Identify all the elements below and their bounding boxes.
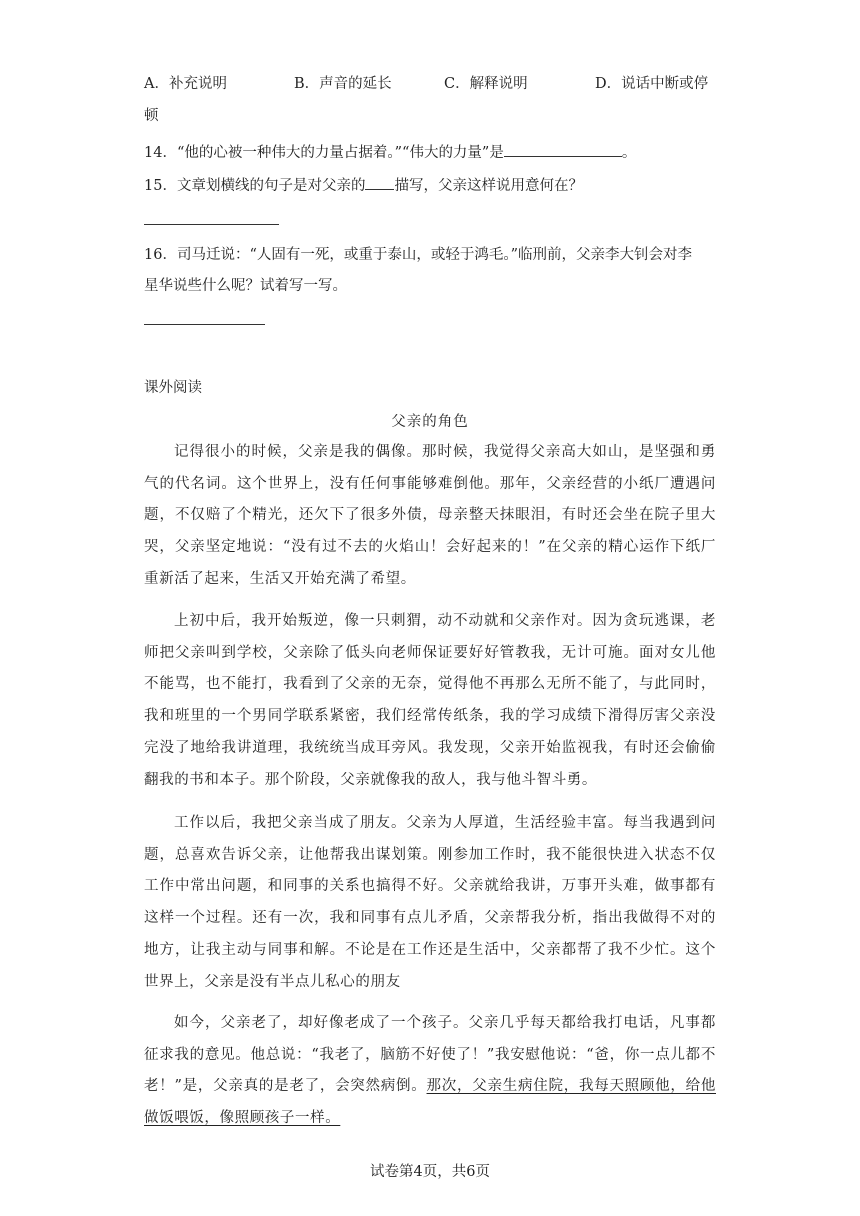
section-label: 课外阅读	[144, 380, 202, 396]
paragraph-4-text: 如今，父亲老了，却好像老成了一个孩子。父亲几乎每天都给我打电话，凡事都征求我的意见。他总说：“我老了，脑筋不好使了！”我安慰他说：“爸，你一点儿都不老！”是，父亲真的是老了，会突然病倒。	[144, 1015, 716, 1095]
question-14-text: 14．“他的心被一种伟大的力量占据着。”“伟大的力量”是	[144, 145, 504, 161]
option-d: D．说话中断或停	[595, 76, 709, 92]
option-b: B．声音的延长	[294, 76, 392, 92]
article-paragraph-4	[144, 1008, 716, 1135]
underlined-sentence: 那次，父亲生病住院，我每天照顾他，给他做饭喂饭，像照顾孩子一样。	[144, 1078, 716, 1127]
article-title: 父亲的角色	[391, 414, 469, 430]
question-14-end: 。	[621, 145, 637, 161]
option-d-wrap: 顿	[144, 108, 159, 124]
answer-blank-14[interactable]	[504, 142, 622, 157]
answer-blank-15a[interactable]	[365, 175, 394, 190]
article-paragraph-1: 记得很小的时候，父亲是我的偶像。那时候，我觉得父亲高大如山，是坚强和勇气的代名词。这个世界上，没有任何事能够难倒他。那年，父亲经营的小纸厂遭遇问题，不仅赔了个精光，还欠下了很多外债，母亲整天抹眼泪，有时还会坐在院子里大哭，父亲坚定地说：“没有过不去的火焰山！会好起来的！”在父亲的精心运作下纸厂重新活了起来，生活又开始充满了希望。	[144, 444, 716, 587]
question-15	[144, 174, 583, 195]
page-footer: 试卷第4页，共6页	[370, 1164, 490, 1180]
answer-line-16[interactable]	[144, 324, 265, 325]
question-15-text-a: 15．文章划横线的句子是对父亲的	[144, 178, 366, 194]
option-c: C．解释说明	[444, 76, 528, 92]
article-paragraph-2: 上初中后，我开始叛逆，像一只刺猬，动不动就和父亲作对。因为贪玩逃课，老师把父亲叫到学校，父亲除了低头向老师保证要好好管教我，无计可施。面对女儿他不能骂，也不能打，我看到了父亲的无奈，觉得他不再那么无所不能了，与此同时，我和班里的一个男同学联系紧密，我们经常传纸条，我的学习成绩下滑得厉害父亲没完没了地给我讲道理，我统统当成耳旁风。我发现，父亲开始监视我，有时还会偷偷翻我的书和本子。那个阶段，父亲就像我的敌人，我与他斗智斗勇。	[144, 613, 716, 788]
option-a: A．补充说明	[144, 76, 227, 92]
answer-line-15[interactable]	[144, 224, 279, 225]
question-15-text-b: 描写，父亲这样说用意何在？	[394, 178, 583, 194]
article-paragraph-3: 工作以后，我把父亲当成了朋友。父亲为人厚道，生活经验丰富。每当我遇到问题，总喜欢告诉父亲，让他帮我出谋划策。刚参加工作时，我不能很快进入状态不仅工作中常出问题，和同事的关系也搞得不好。父亲就给我讲，万事开头难，做事都有这样一个过程。还有一次，我和同事有点儿矛盾，父亲帮我分析，指出我做得不对的地方，让我主动与同事和解。不论是在工作还是生活中，父亲都帮了我不少忙。这个世界上，父亲是没有半点儿私心的朋友	[144, 815, 716, 990]
question-16-line2: 星华说些什么呢？试着写一写。	[144, 278, 347, 294]
question-14	[144, 141, 636, 162]
question-16-line1: 16．司马迁说：“人固有一死，或重于泰山，或轻于鸿毛。”临刑前，父亲李大钊会对李	[144, 247, 693, 263]
